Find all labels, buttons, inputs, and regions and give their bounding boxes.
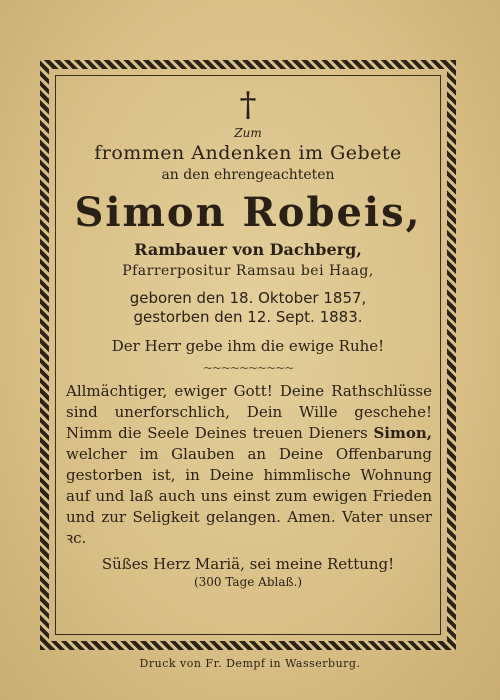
prayer-part-2: welcher im Glauben an Deine Offenbarung gestorben ist, in Deine himmlische Wohnung auf und laß auch uns einst zum ewigen Frieden und zur Seligkeit gelangen. Amen. Vater unser ꝛc. bbox=[66, 445, 432, 547]
wave-divider: ~~~~~~~~~~ bbox=[202, 361, 294, 375]
deceased-name: Simon Robeis, bbox=[74, 189, 422, 236]
prayer-name: Simon, bbox=[373, 424, 432, 442]
parish: Pfarrerpositur Ramsau bei Haag, bbox=[122, 263, 374, 279]
card-content bbox=[60, 85, 436, 589]
indulgence-note: (300 Tage Ablaß.) bbox=[193, 575, 303, 589]
death-date: gestorben den 12. Sept. 1883. bbox=[133, 308, 363, 326]
cross-icon: † bbox=[239, 85, 257, 125]
printer-credit: Druck von Fr. Dempf in Wasserburg. bbox=[139, 657, 361, 670]
birth-date: geboren den 18. Oktober 1857, bbox=[129, 289, 367, 307]
blessing: Der Herr gebe ihm die ewige Ruhe! bbox=[111, 337, 385, 355]
heading-line: frommen Andenken im Gebete bbox=[94, 142, 402, 164]
closing-invocation: Süßes Herz Mariä, sei meine Rettung! bbox=[101, 555, 395, 573]
occupation: Rambauer von Dachberg, bbox=[134, 240, 362, 259]
prayer-part-1: Allmächtiger, ewiger Gott! Deine Rathschlüsse sind unerforschlich, Dein Wille geschehe! Nimm die Seele Deines treuen Dieners bbox=[66, 382, 432, 442]
prayer-text bbox=[66, 381, 432, 549]
intro-word: Zum bbox=[234, 126, 262, 140]
subheading-line: an den ehrengeachteten bbox=[161, 167, 335, 183]
